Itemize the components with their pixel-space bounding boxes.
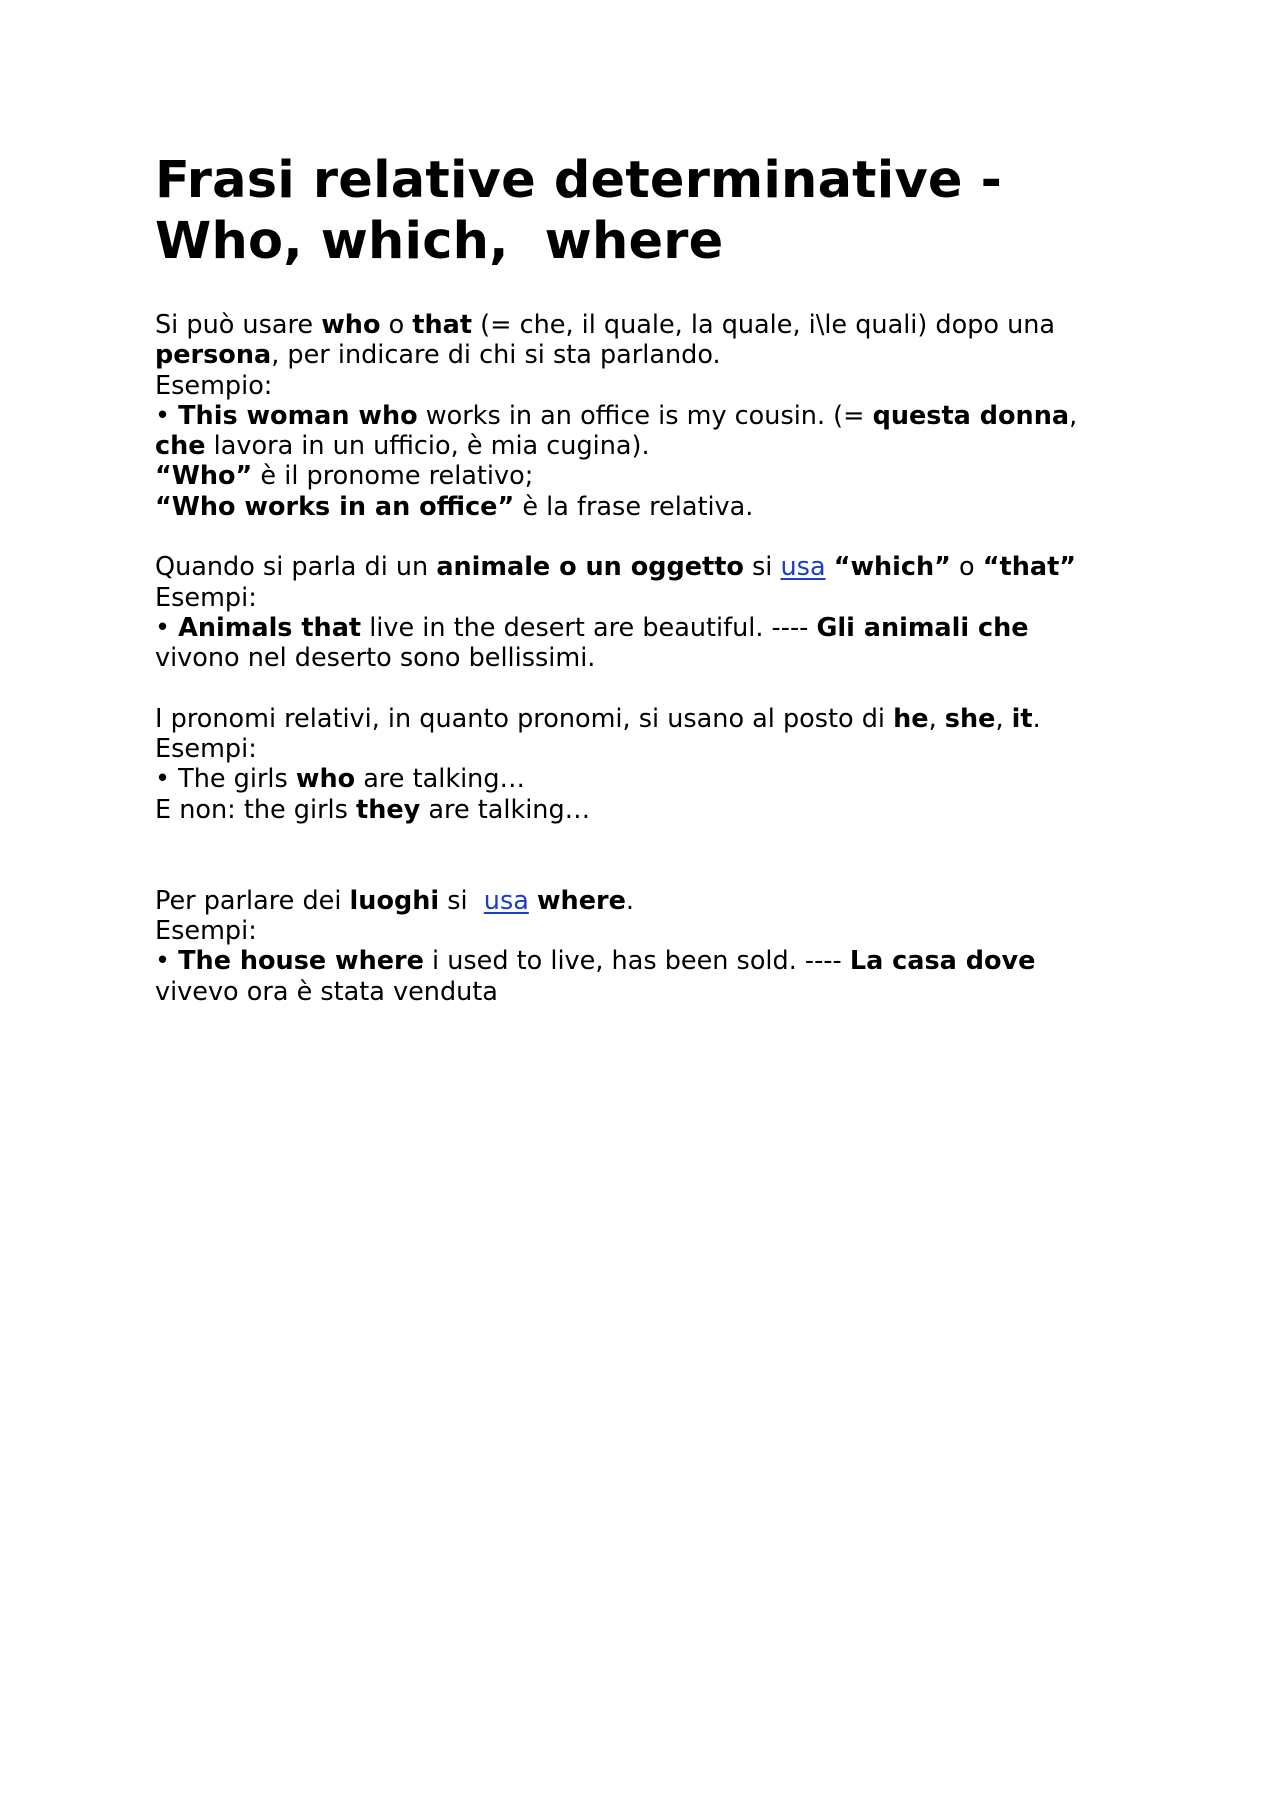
bold-term: who — [321, 310, 381, 340]
text-run: are talking… — [420, 794, 591, 825]
usa-link[interactable]: usa — [780, 552, 826, 583]
bold-term: The house where — [178, 946, 424, 977]
text-run — [826, 552, 834, 582]
bold-term: Animals that — [178, 612, 362, 643]
bullet-glyph: • — [155, 400, 179, 431]
bold-term: where — [536, 885, 626, 916]
bold-term: questa donna — [872, 400, 1070, 431]
text-run: è la frase relativa. — [514, 491, 754, 522]
text-run: are talking… — [355, 764, 526, 795]
text-run: i used to live, has been sold. ---- — [423, 946, 850, 977]
title-line-1: Frasi relative determinative - — [155, 151, 1003, 210]
bold-term: che — [155, 431, 206, 462]
blank-line — [155, 825, 1130, 855]
bold-term: that — [412, 310, 473, 340]
bold-term: “that” — [982, 552, 1077, 583]
paragraph-line — [155, 886, 1130, 916]
bold-term: she — [944, 703, 996, 734]
example-heading: Esempi: — [155, 734, 257, 765]
bold-term: he — [893, 703, 929, 734]
text-run: si — [743, 552, 781, 583]
paragraph-line — [155, 461, 1130, 491]
text-run: è il pronome relativo; — [252, 461, 534, 492]
paragraph-line — [155, 552, 1130, 582]
blank-line — [155, 674, 1130, 704]
bold-term: animale o un oggetto — [436, 552, 744, 583]
bold-term: Gli animali che — [816, 612, 1029, 643]
paragraph-line: vivevo ora è stata venduta — [155, 976, 498, 1007]
text-run: works in an office is my cousin. (= — [417, 400, 873, 431]
text-run: , — [1069, 400, 1078, 431]
text-run: lavora in un ufficio, è mia cugina). — [205, 431, 650, 462]
paragraph-line — [155, 795, 1130, 825]
section-where — [155, 886, 1130, 1007]
example-heading: Esempio: — [155, 370, 273, 401]
bold-term: La casa dove — [849, 946, 1036, 977]
section-pronouns — [155, 704, 1130, 825]
section-which-that — [155, 552, 1130, 673]
bold-term: “Who works in an office” — [155, 491, 515, 522]
text-run: live in the desert are beautiful. ---- — [361, 612, 817, 643]
bold-term: “which” — [833, 552, 951, 583]
paragraph-line — [155, 310, 1130, 340]
text-run: Per parlare dei — [155, 885, 350, 916]
bullet-glyph: • — [155, 612, 179, 643]
bold-term: who — [295, 764, 356, 795]
text-run: I pronomi relativi, in quanto pronomi, si usano al posto di — [155, 703, 894, 734]
paragraph-line: vivono nel deserto sono bellissimi. — [155, 643, 596, 674]
bold-term: “Who” — [155, 461, 253, 492]
document-body — [155, 310, 1130, 1007]
bold-term: it — [1011, 703, 1033, 734]
usa-link[interactable]: usa — [483, 885, 529, 916]
title-line-2: Who, which, where — [155, 212, 724, 271]
bold-term: This woman who — [178, 400, 418, 431]
paragraph-line — [155, 492, 1130, 522]
page-title — [155, 150, 1130, 272]
text-run: Si può usare — [155, 310, 322, 340]
text-run: o — [950, 552, 983, 583]
paragraph-line — [155, 704, 1130, 734]
bullet-glyph: • — [155, 946, 179, 977]
text-run: . — [1032, 703, 1041, 734]
example-heading: Esempi: — [155, 915, 257, 946]
paragraph-line — [155, 340, 1130, 370]
example-bullet — [155, 946, 1130, 976]
text-run: , per indicare di chi si sta parlando. — [271, 340, 721, 371]
example-heading: Esempi: — [155, 582, 257, 613]
text-run: Quando si parla di un — [155, 552, 437, 583]
text-run: . — [625, 885, 634, 916]
example-bullet — [155, 401, 1130, 431]
text-run — [529, 886, 537, 916]
example-bullet — [155, 613, 1130, 643]
text-run: , — [995, 703, 1012, 734]
section-who-that — [155, 310, 1130, 522]
example-bullet — [155, 764, 1130, 794]
bold-term: luoghi — [349, 885, 440, 916]
paragraph-line — [155, 431, 1130, 461]
text-run: si — [439, 885, 484, 916]
text-run: , — [928, 703, 945, 734]
text-run: (= che, il quale, la quale, i\le quali) dopo una — [472, 310, 1056, 340]
text-run: o — [380, 310, 413, 340]
bold-term: they — [356, 794, 421, 825]
text-run: • The girls — [155, 764, 296, 795]
blank-line — [155, 522, 1130, 552]
text-run: E non: the girls — [155, 794, 357, 825]
blank-line — [155, 855, 1130, 885]
bold-term: persona — [155, 340, 272, 371]
